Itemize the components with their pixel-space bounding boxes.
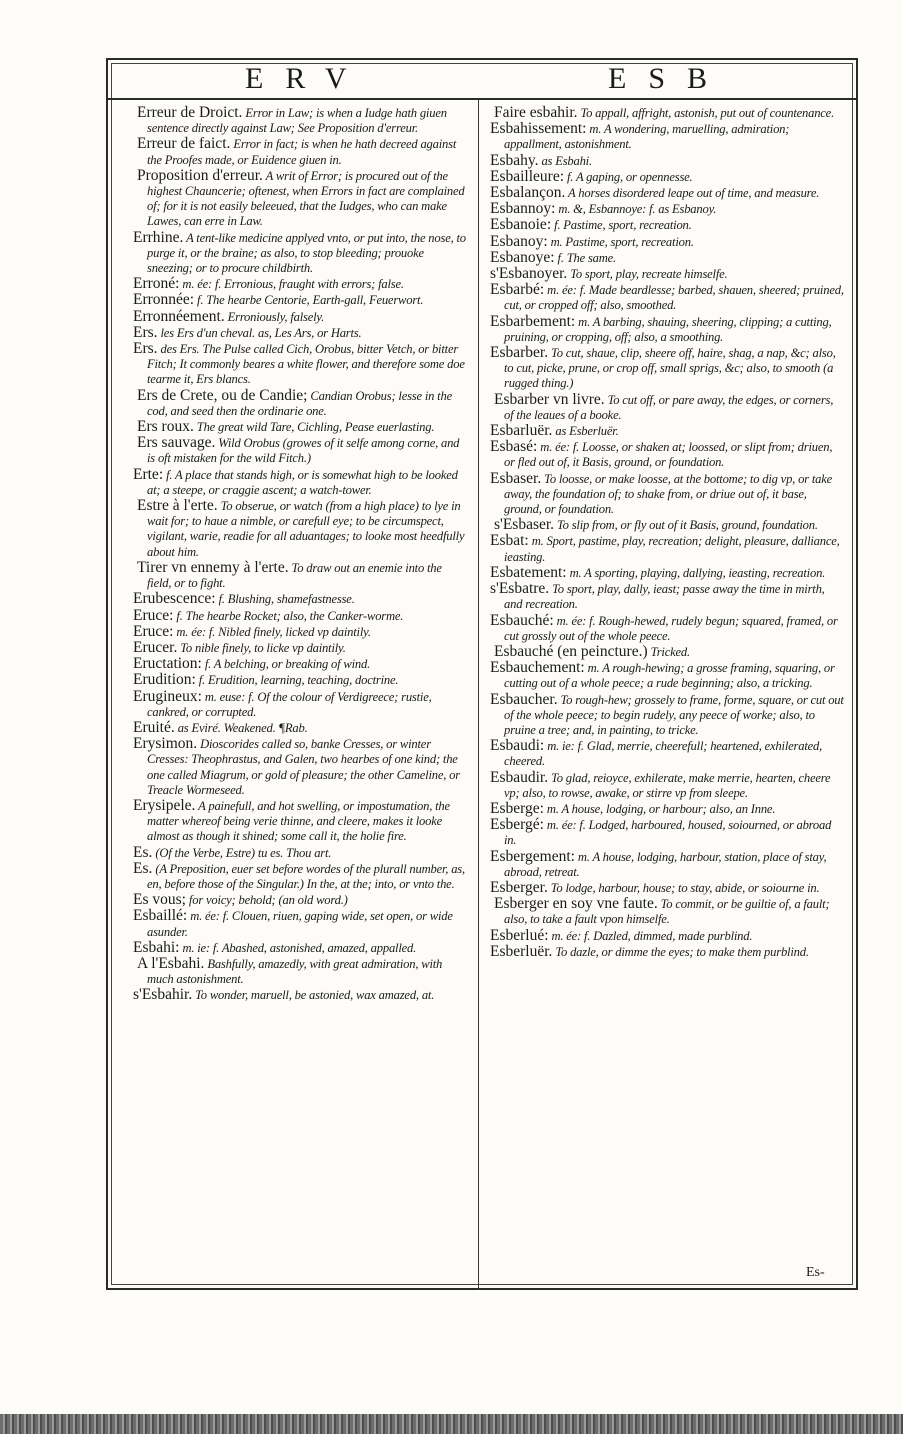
- dictionary-entry: [133, 309, 469, 325]
- dictionary-entry: [133, 845, 469, 861]
- entry-definition: Bashfully, amazedly, with great admiration, with much astonishment.: [147, 956, 443, 987]
- entry-definition: m. A wondering, maruelling, admiration; appallment, astonishment.: [504, 122, 790, 152]
- entry-definition: f. Blushing, shamefastnesse.: [215, 592, 355, 607]
- entry-definition: Dioscorides called so, banke Cresses, or winter Cresses: Theophrastus, and Galen, two hearbes of one kind; the one called Miagrum, or gold of pleasure; the other Cameline, or Treacle Wormeseed.: [147, 737, 460, 797]
- entry-definition: To cut off, or pare away, the edges, or corners, of the leaues of a booke.: [504, 392, 834, 422]
- entry-headword: Esbaudi:: [490, 737, 545, 755]
- entry-definition: m. A house, lodging, or harbour; also, an Inne.: [543, 801, 776, 816]
- entry-definition: To glad, reioyce, exhilerate, make merrie, hearten, cheere vp; also, to rowse, awake, or stirre vp from sleepe.: [504, 770, 831, 800]
- entry-definition: as Eviré. Weakened. ¶Rab.: [174, 720, 308, 735]
- dictionary-entry: [490, 517, 844, 533]
- dictionary-entry: [490, 169, 844, 185]
- entry-headword: Esbauché (en peincture.): [494, 642, 648, 660]
- dictionary-entry: [490, 565, 844, 581]
- entry-definition: To loosse, or make loosse, at the bottome; to dig vp, or take away, the foundation of; to shake from, or driue out of, it base, ground, or foundation.: [504, 471, 832, 517]
- dictionary-entry: [133, 105, 469, 136]
- dictionary-entry: [133, 230, 469, 277]
- entry-headword: Erudition:: [133, 671, 196, 689]
- entry-headword: Eructation:: [133, 655, 202, 673]
- entry-definition: m. A barbing, shauing, sheering, clipping; a cutting, pruining, or cropping, off; also, a smoothing.: [504, 314, 832, 344]
- entry-definition: as Esberluër.: [552, 424, 619, 439]
- entry-headword: Proposition d'erreur.: [137, 166, 263, 184]
- dictionary-entry: [133, 341, 469, 388]
- dictionary-entry: [133, 640, 469, 656]
- entry-definition: m. A house, lodging, harbour, station, place of stay, abroad, retreat.: [504, 849, 827, 879]
- entry-definition: To commit, or be guiltie of, a fault; also, to take a fault vpon himselfe.: [504, 897, 830, 927]
- entry-headword: Esbahi:: [133, 938, 180, 956]
- entry-definition: des Ers. The Pulse called Cich, Orobus, bitter Vetch, or bitter Fitch; It commonly beares a white flower, and therefore some doe tearme it, Ers blancs.: [147, 342, 465, 387]
- entry-headword: Esbat:: [490, 532, 529, 550]
- dictionary-entry: [133, 940, 469, 956]
- entry-definition: To sport, play, recreate himselfe.: [567, 267, 728, 282]
- entry-headword: Esbaillé:: [133, 907, 188, 925]
- dictionary-entry: [490, 234, 844, 250]
- entry-definition: m. ée: f. Dazled, dimmed, made purblind.: [548, 928, 753, 943]
- dictionary-entry: [133, 560, 469, 591]
- entry-headword: Esbahy.: [490, 151, 539, 169]
- dictionary-entry: [133, 276, 469, 292]
- dictionary-entry: [133, 624, 469, 640]
- dictionary-entry: [490, 928, 844, 944]
- entry-definition: m. ée: f. Loosse, or shaken at; loossed, or slipt from; driuen, or fled out of, it Basis, ground, or foundation.: [504, 440, 833, 470]
- entry-definition: A writ of Error; is procured out of the highest Chauncerie; oftenest, when Errors in fact are complained of; for it is not easily beleeued, that the Iudges, who can make Lawes, can erre in Law.: [147, 168, 465, 229]
- dictionary-entry: [490, 896, 844, 927]
- dictionary-entry: [490, 660, 844, 691]
- entry-headword: Esberluër.: [490, 942, 553, 960]
- entry-headword: Erysipele.: [133, 796, 196, 814]
- dictionary-entry: [490, 770, 844, 801]
- dictionary-entry: [490, 471, 844, 518]
- entry-headword: Esbalançon.: [490, 184, 566, 202]
- entry-definition: m. ée: f. Nibled finely, licked vp daintily.: [173, 624, 371, 639]
- dictionary-entry: [133, 720, 469, 736]
- entry-headword: Esbauchement:: [490, 659, 585, 677]
- entry-definition: Wild Orobus (growes of it selfe among corne, and is oft mistaken for the wild Fitch.): [147, 436, 460, 466]
- entry-headword: Ers roux.: [137, 418, 194, 436]
- entry-headword: Ers.: [133, 340, 158, 358]
- dictionary-entry: [490, 692, 844, 739]
- entry-headword: Esbergement:: [490, 847, 575, 865]
- entry-headword: Esbanoie:: [490, 216, 552, 234]
- dictionary-entry: [490, 439, 844, 470]
- dictionary-entry: [490, 644, 844, 660]
- entry-definition: To dazle, or dimme the eyes; to make them purblind.: [552, 944, 809, 959]
- entry-definition: m. &, Esbannoye: f. as Esbanoy.: [555, 202, 717, 217]
- column-divider: [478, 100, 479, 1290]
- dictionary-entry: [133, 672, 469, 688]
- entry-headword: Es.: [133, 843, 153, 861]
- entry-headword: Esbasé:: [490, 438, 538, 456]
- entry-definition: f. The same.: [554, 250, 616, 265]
- dictionary-entry: [490, 801, 844, 817]
- entry-headword: Esbaser.: [490, 469, 542, 487]
- dictionary-entry: [490, 423, 844, 439]
- entry-definition: f. Erudition, learning, teaching, doctrine.: [195, 673, 399, 688]
- entry-definition: To cut, shaue, clip, sheere off, haire, shag, a nap, &c; also, to cut, picke, prune, or crop off, small sprigs, &c; also, to smooth (a rugged thing.): [504, 346, 836, 391]
- dictionary-entry: [133, 987, 469, 1003]
- dictionary-entry: [133, 591, 469, 607]
- entry-headword: Erysimon.: [133, 735, 198, 753]
- entry-definition: m. A sporting, playing, dallying, ieasting, recreation.: [566, 565, 826, 580]
- dictionary-entry: [490, 392, 844, 423]
- entry-headword: Eruce:: [133, 606, 174, 624]
- entry-headword: Es.: [133, 859, 153, 877]
- dictionary-entry: [133, 798, 469, 845]
- entry-definition: To draw out an enemie into the field, or to fight.: [147, 560, 442, 591]
- entry-headword: Esberger en soy vne faute.: [494, 895, 658, 913]
- entry-definition: m. ie: f. Glad, merrie, cheerefull; heartened, exhilerated, cheered.: [504, 739, 823, 769]
- entry-headword: s'Esbatre.: [490, 580, 550, 598]
- entry-definition: m. ie: f. Abashed, astonished, amazed, appalled.: [179, 940, 417, 955]
- dictionary-entry: [490, 266, 844, 282]
- entry-headword: s'Esbahir.: [133, 986, 193, 1004]
- entry-definition: as Esbahi.: [538, 153, 592, 168]
- entry-headword: Ers de Crete, ou de Candie;: [137, 386, 308, 404]
- dictionary-entry: [133, 861, 469, 892]
- entry-definition: To rough-hew; grossely to frame, forme, square, or cut out of the whole peece; to begin rudely, any peece of worke; also, to pruine a tree; and, in painting, to tricke.: [504, 692, 844, 737]
- dictionary-entry: [490, 613, 844, 644]
- entry-headword: Erte:: [133, 465, 164, 483]
- dictionary-entry: [490, 880, 844, 896]
- entry-headword: Esbarbé:: [490, 281, 545, 299]
- entry-definition: m. ée: f. Made beardlesse; barbed, shauen, sheered; pruined, cut, or cropped off; also, smoothed.: [504, 283, 844, 313]
- entry-definition: f. The hearbe Rocket; also, the Canker-worme.: [173, 608, 404, 623]
- dictionary-entry: [133, 892, 469, 908]
- entry-definition: les Ers d'un cheval. as, Les Ars, or Harts.: [157, 325, 362, 340]
- entry-definition: A painefull, and hot swelling, or impostumation, the matter whereof being verie thinne, and cleere, makes it looke almost as though it shined; some call it, the holie fire.: [147, 798, 450, 844]
- entry-headword: A l'Esbahi.: [137, 954, 205, 972]
- dictionary-entry: [490, 121, 844, 152]
- entry-definition: (Of the Verbe, Estre) tu es. Thou art.: [152, 845, 332, 860]
- entry-headword: Estre à l'erte.: [137, 497, 218, 515]
- entry-definition: m. Sport, pastime, play, recreation; delight, pleasure, dalliance, ieasting.: [504, 534, 840, 564]
- entry-headword: Esberge:: [490, 799, 544, 817]
- entry-definition: for voicy; behold; (an old word.): [185, 893, 348, 908]
- dictionary-entry: [133, 689, 469, 720]
- entry-headword: Esbaudir.: [490, 768, 549, 786]
- entry-headword: Ers.: [133, 323, 158, 341]
- entry-definition: m. Pastime, sport, recreation.: [547, 234, 694, 249]
- entry-headword: Esbannoy:: [490, 200, 556, 218]
- entry-headword: Esbauché:: [490, 611, 554, 629]
- entry-headword: Esbatement:: [490, 563, 567, 581]
- dictionary-entry: [490, 817, 844, 848]
- header-rule: [108, 98, 856, 100]
- entry-definition: m. euse: f. Of the colour of Verdigreece; rustie, cankred, or corrupted.: [147, 689, 432, 719]
- entry-definition: A horses disordered leape out of time, and measure.: [565, 186, 820, 201]
- entry-definition: Tricked.: [647, 644, 690, 659]
- entry-definition: A tent-like medicine applyed vnto, or put into, the nose, to purge it, or the braine; as also, to stop bleeding; prouoke sneezing; or to procure childbirth.: [147, 230, 466, 276]
- dictionary-entry: [133, 656, 469, 672]
- entry-definition: m. ée: f. Lodged, harboured, housed, soiourned, or abroad in.: [504, 818, 832, 848]
- entry-headword: Erronnée:: [133, 291, 195, 309]
- entry-headword: Erubescence:: [133, 590, 216, 608]
- entry-headword: Eruce:: [133, 622, 174, 640]
- entry-definition: m. ée: f. Rough-hewed, rudely begun; squared, framed, or cut grossly out of the whole peece.: [504, 613, 838, 643]
- entry-headword: Esbarluër.: [490, 422, 553, 440]
- entry-definition: To obserue, or watch (from a high place) to lye in wait for; to haue a nimble, or carefull eye; to be circumspect, vigilant, warie, readie for all aduantages; to looke most heedfully about him.: [147, 499, 465, 559]
- entry-definition: Error in Law; is when a Iudge hath giuen sentence directly against Law; See Proposition d'erreur.: [147, 106, 447, 136]
- dictionary-entry: [133, 292, 469, 308]
- dictionary-entry: [133, 388, 469, 419]
- dictionary-entry: [490, 738, 844, 769]
- entry-headword: Esbergé:: [490, 816, 544, 834]
- dictionary-entry: [490, 581, 844, 612]
- entry-headword: Esbailleure:: [490, 167, 565, 185]
- entry-definition: Candian Orobus; lesse in the cod, and seed then the ordinarie one.: [147, 388, 452, 418]
- dictionary-entry: [490, 250, 844, 266]
- entry-headword: Esbarber.: [490, 344, 549, 362]
- dictionary-entry: [490, 105, 844, 121]
- entry-definition: m. ée: f. Clouen, riuen, gaping wide, set open, or wide asunder.: [147, 909, 453, 939]
- entry-headword: Eruité.: [133, 718, 175, 736]
- entry-definition: To wonder, maruell, be astonied, wax amazed, at.: [192, 988, 435, 1003]
- left-column: [133, 105, 469, 1004]
- dictionary-entry: [490, 185, 844, 201]
- entry-headword: Ers sauvage.: [137, 434, 216, 452]
- entry-headword: Esbaucher.: [490, 690, 558, 708]
- entry-definition: f. A place that stands high, or is somewhat high to be looked at; a steepe, or craggie ascent; a watch-tower.: [147, 467, 458, 497]
- dictionary-entry: [133, 498, 469, 560]
- entry-headword: Esbanoy:: [490, 232, 548, 250]
- entry-definition: To nible finely, to licke vp daintily.: [177, 640, 346, 655]
- dictionary-entry: [133, 956, 469, 987]
- entry-headword: Erreur de Droict.: [137, 104, 243, 121]
- dictionary-entry: [490, 314, 844, 345]
- dictionary-entry: [133, 168, 469, 230]
- dictionary-entry: [133, 908, 469, 939]
- right-column: [490, 105, 844, 960]
- entry-headword: Erugineux:: [133, 687, 202, 705]
- entry-definition: m. A rough-hewing; a grosse framing, squaring, or cutting out of a whole peece; a rude beginning; also, a tricking.: [504, 661, 835, 691]
- dictionary-entry: [490, 153, 844, 169]
- dictionary-entry: [133, 435, 469, 466]
- scan-edge: [0, 1414, 903, 1434]
- entry-definition: Error in fact; is when he hath decreed against the Proofes made, or Euidence giuen in.: [147, 137, 457, 167]
- entry-headword: Tirer vn ennemy à l'erte.: [137, 558, 289, 576]
- dictionary-entry: [490, 282, 844, 313]
- entry-headword: Erucer.: [133, 638, 178, 656]
- entry-definition: f. The hearbe Centorie, Earth-gall, Feuerwort.: [194, 293, 424, 308]
- dictionary-entry: [490, 944, 844, 960]
- entry-definition: m. ée: f. Erronious, fraught with errors; false.: [179, 277, 404, 292]
- dictionary-entry: [490, 345, 844, 392]
- entry-headword: Esbanoye:: [490, 248, 555, 266]
- entry-headword: s'Esbanoyer.: [490, 265, 568, 283]
- entry-headword: Erreur de faict.: [137, 135, 231, 153]
- entry-headword: Esbahissement:: [490, 120, 587, 138]
- entry-definition: To sport, play, dally, ieast; passe away the time in mirth, and recreation.: [504, 582, 825, 612]
- entry-definition: (A Preposition, euer set before wordes of the plurall number, as, en, before those of the Singular.) In the, at the; into, or vnto the.: [147, 861, 465, 891]
- dictionary-entry: [133, 736, 469, 798]
- entry-headword: Faire esbahir.: [494, 104, 578, 121]
- entry-headword: Erronnéement.: [133, 307, 225, 325]
- entry-definition: The great wild Tare, Cichling, Pease euerlasting.: [193, 420, 435, 435]
- entry-headword: Esberlué:: [490, 926, 549, 944]
- entry-headword: Erroné:: [133, 275, 180, 293]
- running-head-left: ERV: [245, 62, 369, 95]
- dictionary-entry: [490, 217, 844, 233]
- entry-headword: Errhine.: [133, 228, 184, 246]
- entry-headword: Es vous;: [133, 891, 186, 909]
- entry-headword: Esbarbement:: [490, 312, 576, 330]
- dictionary-entry: [133, 325, 469, 341]
- dictionary-entry: [133, 608, 469, 624]
- entry-headword: Esberger.: [490, 878, 548, 896]
- entry-headword: s'Esbaser.: [494, 516, 555, 534]
- entry-definition: To lodge, harbour, house; to stay, abide, or soiourne in.: [547, 880, 820, 895]
- dictionary-entry: [490, 533, 844, 564]
- catchword: Es-: [806, 1265, 825, 1280]
- entry-headword: Esbarber vn livre.: [494, 390, 605, 408]
- running-head-right: ESB: [608, 62, 730, 95]
- entry-definition: Erroniously, falsely.: [224, 309, 325, 324]
- dictionary-entry: [133, 419, 469, 435]
- dictionary-entry: [133, 467, 469, 498]
- entry-definition: f. A gaping, or opennesse.: [564, 169, 693, 184]
- entry-definition: f. A belching, or breaking of wind.: [201, 657, 371, 672]
- entry-definition: To appall, affright, astonish, put out of countenance.: [577, 106, 835, 120]
- dictionary-entry: [490, 201, 844, 217]
- dictionary-entry: [133, 136, 469, 167]
- entry-definition: f. Pastime, sport, recreation.: [551, 218, 692, 233]
- dictionary-entry: [490, 849, 844, 880]
- entry-definition: To slip from, or fly out of it Basis, ground, foundation.: [554, 518, 818, 533]
